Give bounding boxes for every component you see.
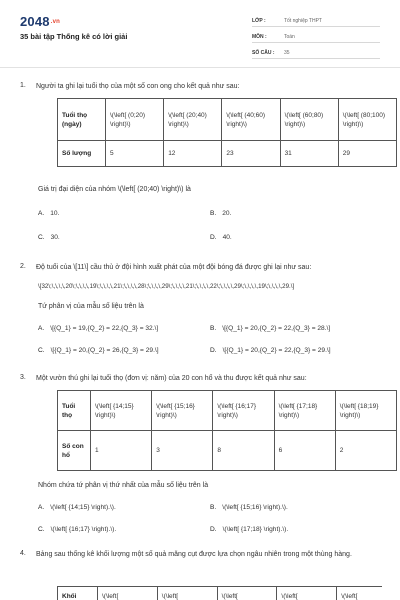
- question-2: [20, 263, 382, 363]
- table-cell: \(\left[: [98, 587, 158, 600]
- question-4: [20, 550, 382, 600]
- answer-option-d[interactable]: [210, 526, 288, 533]
- option-letter: D.: [210, 526, 217, 533]
- table-cell: \(\left[ {18;19} \right)\): [335, 391, 396, 431]
- meta-label: SỐ CÂU :: [252, 50, 275, 56]
- option-letter: B.: [210, 325, 217, 332]
- document-header: [0, 0, 400, 68]
- table-header-cell: Tuổi thọ (ngày): [58, 99, 106, 141]
- answer-option-c[interactable]: [38, 347, 159, 354]
- table-header-cell: Số lượng: [58, 141, 106, 167]
- meta-row-subject: [252, 30, 380, 43]
- table-row: [58, 99, 397, 141]
- table-cell: \(\left[ (60;80) \right)\): [280, 99, 338, 141]
- answer-option-a[interactable]: [38, 210, 59, 217]
- answer-option-c[interactable]: [38, 234, 60, 241]
- meta-value: Toán: [284, 34, 295, 40]
- table-row: [58, 431, 397, 471]
- document-meta: [252, 14, 380, 62]
- table-cell: \(\left[ {16;17} \right)\): [213, 391, 274, 431]
- table-cell: \(\left[ {14;15} \right)\): [91, 391, 152, 431]
- table-cell: \(\left[: [157, 587, 217, 600]
- table-cell: \(\left[ (0;20) \right)\): [106, 99, 164, 141]
- answer-option-d[interactable]: [210, 347, 331, 354]
- option-text: 40.: [222, 234, 232, 241]
- table-header-cell: Số con hổ: [58, 431, 91, 471]
- tiger-lifespan-table: [57, 390, 397, 471]
- table-cell: 1: [91, 431, 152, 471]
- table-cell: \(\left[: [277, 587, 337, 600]
- option-text: \(\left[ {17;18} \right).\).: [222, 526, 289, 533]
- option-letter: C.: [38, 526, 45, 533]
- table-row: [58, 141, 397, 167]
- question-prompt: Tứ phân vị của mẫu số liệu trên là: [38, 303, 144, 310]
- option-letter: A.: [38, 504, 45, 511]
- table-cell: 12: [164, 141, 222, 167]
- question-prompt: Giá trị đại diện của nhóm \(\left[ (20;40) \right)\) là: [38, 186, 191, 193]
- table-row: [58, 391, 397, 431]
- option-text: 10.: [50, 210, 60, 217]
- table-cell: \(\left[: [337, 587, 382, 600]
- meta-row-count: [252, 46, 380, 59]
- table-cell: 3: [152, 431, 213, 471]
- table-cell: \(\left[: [217, 587, 277, 600]
- option-text: 20.: [222, 210, 232, 217]
- meta-value: 35: [284, 50, 290, 56]
- meta-row-class: [252, 14, 380, 27]
- table-row: [58, 587, 383, 600]
- option-text: \[{Q_1} = 20,{Q_2} = 22,{Q_3} = 29.\]: [222, 347, 331, 354]
- question-number: 1.: [20, 82, 26, 89]
- question-text: Người ta ghi lại tuổi thọ của một số con ong cho kết quả như sau:: [36, 83, 240, 90]
- question-text: Một vườn thú ghi lại tuổi thọ (đơn vị: năm) của 20 con hổ và thu được kết quả như sau:: [36, 375, 307, 382]
- option-text: \(\left[ {15;16} \right).\).: [222, 504, 288, 511]
- option-text: \(\left[ {16;17} \right).\).: [50, 526, 117, 533]
- table-cell: 2: [335, 431, 396, 471]
- question-text: Bảng sau thống kê khối lượng một số quả măng cụt được lựa chọn ngẫu nhiên trong một thùng hàng.: [36, 551, 352, 558]
- option-letter: C.: [38, 234, 45, 241]
- option-letter: A.: [38, 210, 45, 217]
- question-number: 3.: [20, 374, 26, 381]
- answer-option-a[interactable]: [38, 325, 158, 332]
- answer-option-a[interactable]: [38, 504, 116, 511]
- question-number: 2.: [20, 263, 26, 270]
- answer-option-b[interactable]: [210, 325, 330, 332]
- table-cell: \(\left[ (40;60) \right)\): [222, 99, 280, 141]
- logo-main: 2048: [20, 14, 50, 29]
- answer-option-d[interactable]: [210, 234, 232, 241]
- answer-option-b[interactable]: [210, 210, 231, 217]
- table-cell: \(\left[ {17;18} \right)\): [274, 391, 335, 431]
- table-header-cell: Khối: [58, 587, 98, 600]
- option-letter: D.: [210, 234, 217, 241]
- answer-option-b[interactable]: [210, 504, 288, 511]
- option-text: 30.: [50, 234, 60, 241]
- option-text: \[{Q_1} = 20,{Q_2} = 22,{Q_3} = 28.\]: [222, 325, 331, 332]
- table-cell: 8: [213, 431, 274, 471]
- option-text: \(\left[ {14;15} \right).\).: [50, 504, 116, 511]
- table-cell: \(\left[ (80;100) \right)\): [338, 99, 396, 141]
- option-letter: B.: [210, 210, 217, 217]
- option-letter: D.: [210, 347, 217, 354]
- table-cell: 31: [280, 141, 338, 167]
- option-letter: C.: [38, 347, 45, 354]
- meta-label: LỚP :: [252, 18, 266, 24]
- site-logo[interactable]: [20, 14, 60, 29]
- option-text: \[{Q_1} = 19,{Q_2} = 22,{Q_3} = 32.\]: [50, 325, 159, 332]
- option-letter: A.: [38, 325, 45, 332]
- table-cell: 29: [338, 141, 396, 167]
- table-cell: 23: [222, 141, 280, 167]
- meta-label: MÔN :: [252, 34, 267, 40]
- table-cell: \(\left[ (20;40) \right)\): [164, 99, 222, 141]
- table-cell: \(\left[ {15;16} \right)\): [152, 391, 213, 431]
- table-cell: 6: [274, 431, 335, 471]
- question-prompt: Nhóm chứa tứ phân vị thứ nhất của mẫu số liệu trên là: [38, 482, 209, 489]
- question-3: [20, 374, 382, 538]
- logo-suffix: .vn: [50, 19, 61, 25]
- option-letter: B.: [210, 504, 217, 511]
- question-1: [20, 82, 386, 252]
- table-cell: 5: [106, 141, 164, 167]
- bee-lifespan-table: [57, 98, 397, 167]
- document-title: 35 bài tập Thống kê có lời giải: [20, 32, 128, 41]
- data-line: \[32\;\,\,\,\,20\;\,\,\,\,19\;\,\,\,\,21\;\,\,\,\,28\;\,\,\,\,29\;\,\,\,\,21\;\,\,\,\,22\;\,\,\,\,29\;\,\,\,\,19\;\,\,\,\,29.\]: [38, 283, 295, 290]
- option-text: \[{Q_1} = 20,{Q_2} = 26,{Q_3} = 29.\]: [50, 347, 159, 354]
- meta-value: Tốt nghiệp THPT: [284, 18, 322, 24]
- question-text: Độ tuổi của \[11\] cầu thủ ở đội hình xuất phát của một đội bóng đá được ghi lại như sau:: [36, 264, 312, 271]
- mangosteen-weight-table: [57, 586, 382, 600]
- question-number: 4.: [20, 550, 26, 557]
- table-header-cell: Tuổi thọ: [58, 391, 91, 431]
- answer-option-c[interactable]: [38, 526, 116, 533]
